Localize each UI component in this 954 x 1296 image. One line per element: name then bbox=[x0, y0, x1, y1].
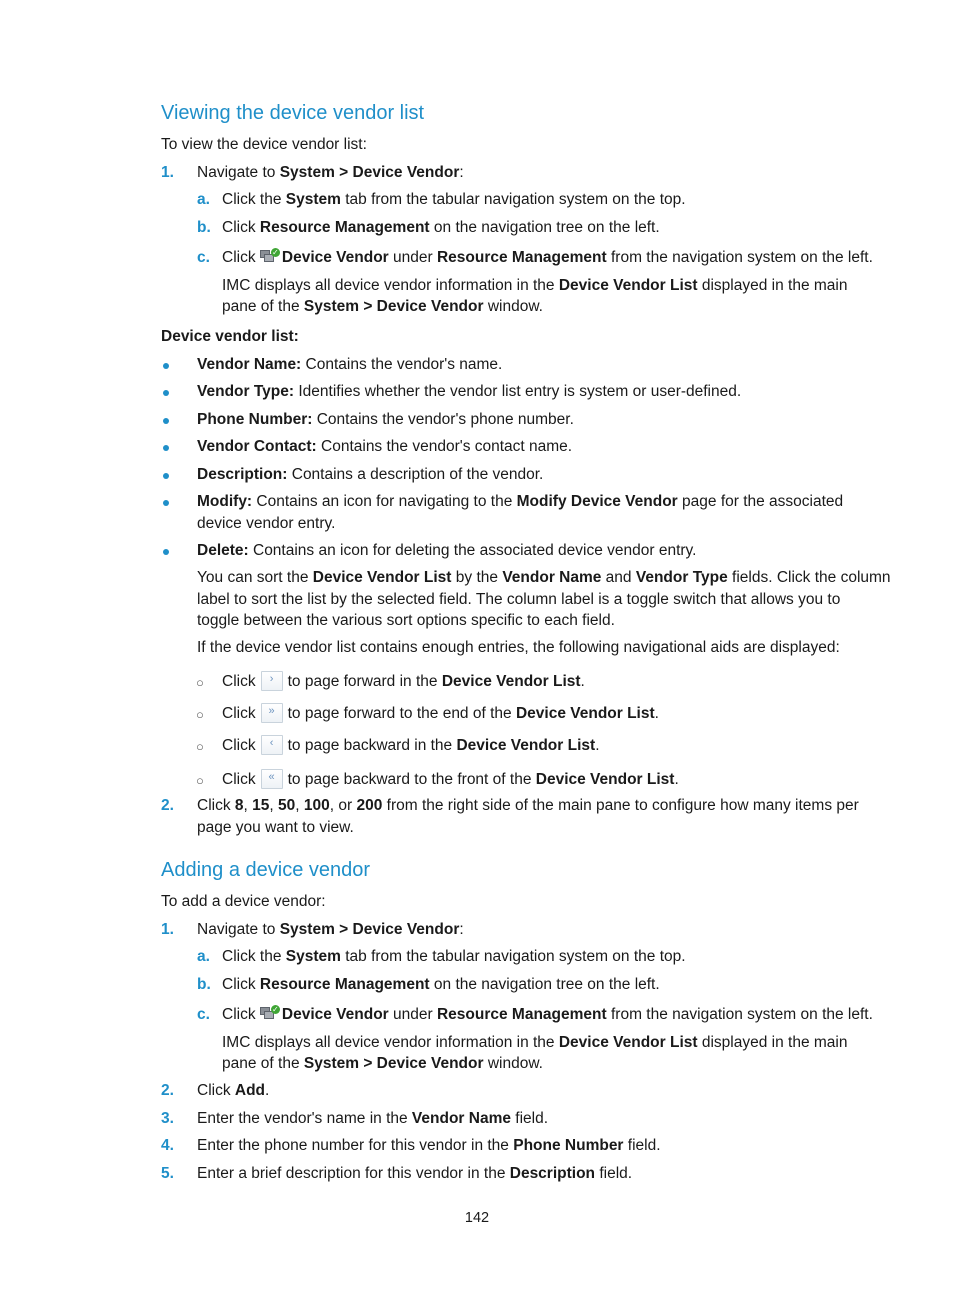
list-item: Phone Number: Contains the vendor's phone number. bbox=[197, 411, 574, 428]
step-number: 1. bbox=[161, 164, 174, 181]
nav-aid-item: Click » to page forward to the end of the Device Vendor List. bbox=[222, 705, 659, 722]
list-heading: Device vendor list: bbox=[161, 328, 299, 345]
substep-text: Click ✓ Device Vendor under Resource Management from the navigation system on the left. bbox=[222, 248, 873, 266]
list-item: Modify: Contains an icon for navigating to the Modify Device Vendor page for the associated bbox=[197, 493, 844, 510]
section-heading-adding: Adding a device vendor bbox=[161, 859, 371, 881]
bullet-icon bbox=[163, 390, 169, 396]
step-number: 3. bbox=[161, 1110, 174, 1127]
sort-paragraph: toggle between the various sort options specific to each field. bbox=[197, 612, 615, 629]
substep-label: a. bbox=[197, 948, 210, 965]
list-marker-icon: ○ bbox=[196, 707, 204, 722]
sort-paragraph: label to sort the list by the selected field. The column label is a toggle switch that allows you to bbox=[197, 591, 841, 608]
step-number: 2. bbox=[161, 797, 174, 814]
step-text: Enter a brief description for this vendor in the Description field. bbox=[197, 1165, 633, 1182]
note-text: IMC displays all device vendor information in the Device Vendor List displayed in the main bbox=[222, 1034, 848, 1051]
step-number: 5. bbox=[161, 1165, 174, 1182]
page-number: 142 bbox=[464, 1210, 490, 1226]
nav-paragraph: If the device vendor list contains enough entries, the following navigational aids are displayed: bbox=[197, 639, 840, 656]
list-item: Delete: Contains an icon for deleting the associated device vendor entry. bbox=[197, 542, 697, 559]
first-page-icon: « bbox=[261, 769, 283, 789]
step-number: 1. bbox=[161, 921, 174, 938]
substep-text: Click Resource Management on the navigation tree on the left. bbox=[222, 219, 660, 236]
step-text: Navigate to System > Device Vendor: bbox=[197, 164, 464, 181]
step-text: Click 8, 15, 50, 100, or 200 from the right side of the main pane to configure how many items per bbox=[197, 797, 859, 814]
bullet-icon bbox=[163, 363, 169, 369]
last-page-icon: » bbox=[261, 703, 283, 723]
list-item: Vendor Contact: Contains the vendor's contact name. bbox=[197, 438, 573, 455]
bullet-icon bbox=[163, 445, 169, 451]
substep-text: Click the System tab from the tabular navigation system on the top. bbox=[222, 191, 686, 208]
substep-text: Click the System tab from the tabular navigation system on the top. bbox=[222, 948, 686, 965]
substep-text: Click Resource Management on the navigation tree on the left. bbox=[222, 976, 660, 993]
device-vendor-icon: ✓ bbox=[260, 248, 280, 264]
list-marker-icon: ○ bbox=[196, 773, 204, 788]
bullet-icon bbox=[163, 418, 169, 424]
nav-aid-item: Click « to page backward to the front of the Device Vendor List. bbox=[222, 771, 679, 788]
list-marker-icon: ○ bbox=[196, 675, 204, 690]
section-heading-viewing: Viewing the device vendor list bbox=[161, 102, 425, 124]
bullet-icon bbox=[163, 500, 169, 506]
intro-text: To view the device vendor list: bbox=[161, 136, 367, 153]
step-text: Enter the phone number for this vendor in the Phone Number field. bbox=[197, 1137, 661, 1154]
note-text: pane of the System > Device Vendor window. bbox=[222, 298, 543, 315]
note-text: IMC displays all device vendor information in the Device Vendor List displayed in the main bbox=[222, 277, 848, 294]
list-item: Description: Contains a description of the vendor. bbox=[197, 466, 544, 483]
list-item-continuation: device vendor entry. bbox=[197, 515, 336, 532]
sort-paragraph: You can sort the Device Vendor List by the Vendor Name and Vendor Type fields. Click the column bbox=[197, 569, 891, 586]
next-page-icon: › bbox=[261, 671, 283, 691]
substep-label: c. bbox=[197, 249, 210, 266]
step-text: Click Add. bbox=[197, 1082, 270, 1099]
substep-label: b. bbox=[197, 219, 211, 236]
step-number: 2. bbox=[161, 1082, 174, 1099]
list-item: Vendor Name: Contains the vendor's name. bbox=[197, 356, 503, 373]
step-number: 4. bbox=[161, 1137, 174, 1154]
list-marker-icon: ○ bbox=[196, 739, 204, 754]
intro-text: To add a device vendor: bbox=[161, 893, 326, 910]
device-vendor-icon: ✓ bbox=[260, 1005, 280, 1021]
step-text: Navigate to System > Device Vendor: bbox=[197, 921, 464, 938]
nav-aid-item: Click › to page forward in the Device Vendor List. bbox=[222, 673, 585, 690]
previous-page-icon: ‹ bbox=[261, 735, 283, 755]
bullet-icon bbox=[163, 473, 169, 479]
substep-text: Click ✓ Device Vendor under Resource Management from the navigation system on the left. bbox=[222, 1005, 873, 1023]
bullet-icon bbox=[163, 549, 169, 555]
list-item: Vendor Type: Identifies whether the vendor list entry is system or user-defined. bbox=[197, 383, 742, 400]
step-text: Enter the vendor's name in the Vendor Name field. bbox=[197, 1110, 549, 1127]
step-text-continuation: page you want to view. bbox=[197, 819, 354, 836]
substep-label: c. bbox=[197, 1006, 210, 1023]
nav-aid-item: Click ‹ to page backward in the Device Vendor List. bbox=[222, 737, 600, 754]
substep-label: b. bbox=[197, 976, 211, 993]
note-text: pane of the System > Device Vendor window. bbox=[222, 1055, 543, 1072]
substep-label: a. bbox=[197, 191, 210, 208]
